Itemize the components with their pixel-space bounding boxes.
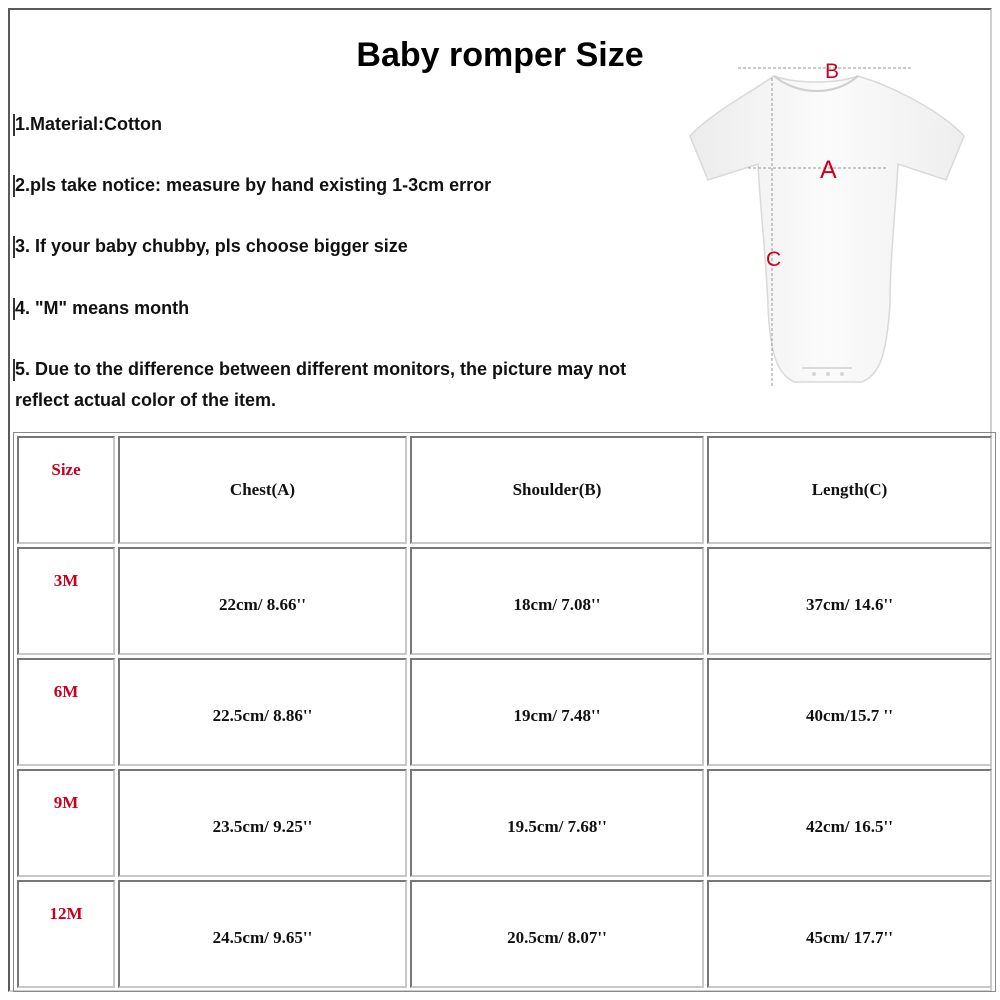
label-c: C — [766, 248, 782, 271]
note-measure-error: 2.pls take notice: measure by hand existing 1-3cm error — [15, 175, 492, 195]
table-row — [17, 880, 992, 988]
size-cell: 3M — [17, 547, 115, 655]
table-header-row — [17, 436, 992, 544]
table-row — [17, 547, 992, 655]
snap-icon — [812, 372, 816, 376]
header-length: Length(C) — [707, 436, 992, 544]
size-cell: 9M — [17, 769, 115, 877]
length-cell: 37cm/ 14.6'' — [707, 547, 992, 655]
shoulder-cell: 19cm/ 7.48'' — [410, 658, 704, 766]
chest-cell: 24.5cm/ 9.65'' — [118, 880, 407, 988]
shoulder-cell: 20.5cm/ 8.07'' — [410, 880, 704, 988]
note-chubby: 3. If your baby chubby, pls choose bigger size — [15, 236, 408, 256]
length-cell: 45cm/ 17.7'' — [707, 880, 992, 988]
romper-body-icon — [690, 76, 964, 382]
header-chest: Chest(A) — [118, 436, 407, 544]
chest-cell: 22cm/ 8.66'' — [118, 547, 407, 655]
chest-cell: 23.5cm/ 9.25'' — [118, 769, 407, 877]
page-title: Baby romper Size — [356, 36, 644, 74]
size-cell: 12M — [17, 880, 115, 988]
note-material: 1.Material:Cotton — [15, 114, 163, 134]
shoulder-cell: 18cm/ 7.08'' — [410, 547, 704, 655]
note-month: 4. "M" means month — [15, 298, 190, 318]
length-cell: 40cm/15.7 '' — [707, 658, 992, 766]
snap-icon — [826, 372, 830, 376]
header-size: Size — [17, 436, 115, 544]
table-row — [17, 769, 992, 877]
size-table — [13, 432, 996, 992]
header-shoulder: Shoulder(B) — [410, 436, 704, 544]
snap-icon — [840, 372, 844, 376]
romper-diagram — [686, 56, 968, 396]
shoulder-cell: 19.5cm/ 7.68'' — [410, 769, 704, 877]
table-row — [17, 658, 992, 766]
note-monitor: 5. Due to the difference between different monitors, the picture may not — [15, 359, 627, 379]
length-cell: 42cm/ 16.5'' — [707, 769, 992, 877]
chest-cell: 22.5cm/ 8.86'' — [118, 658, 407, 766]
label-b: B — [825, 60, 840, 83]
note-monitor-cont: reflect actual color of the item. — [15, 390, 277, 410]
label-a: A — [820, 156, 837, 184]
size-cell: 6M — [17, 658, 115, 766]
